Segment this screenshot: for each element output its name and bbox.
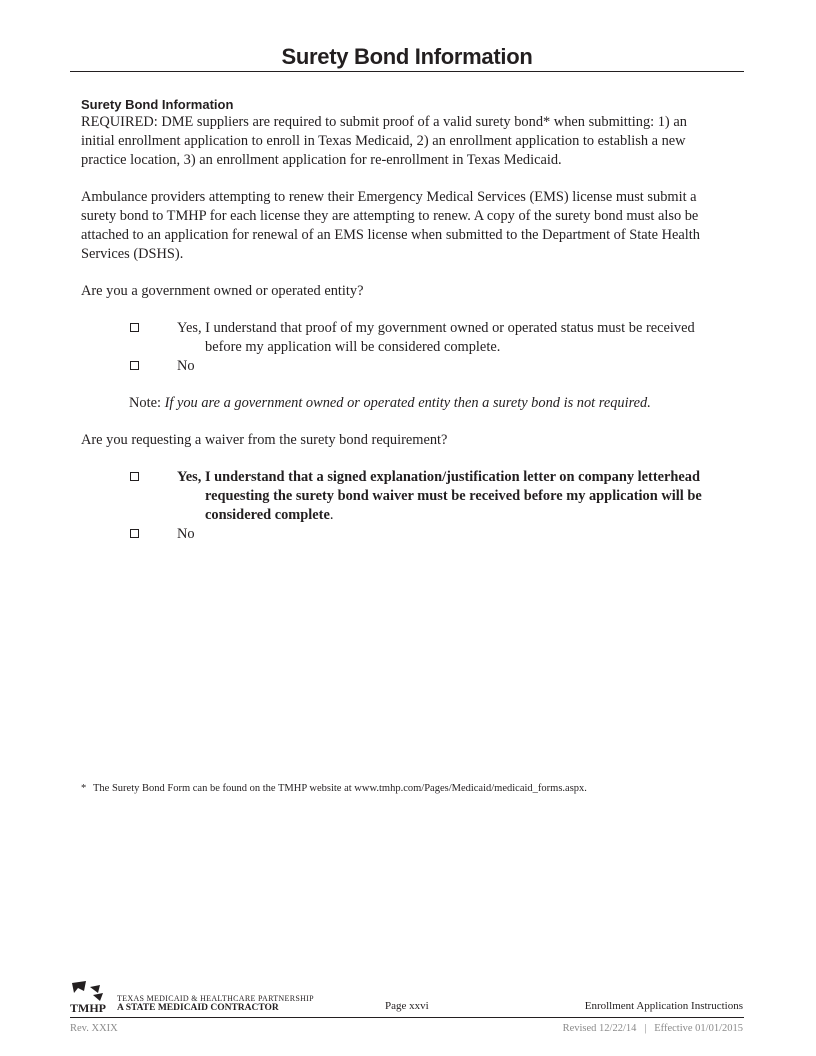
gov-yes-checkbox[interactable] — [130, 323, 139, 332]
footer-page-number: Page xxvi — [385, 1000, 429, 1012]
footer-org: TEXAS MEDICAID & HEALTHCARE PARTNERSHIP — [117, 994, 314, 1003]
question-government-entity: Are you a government owned or operated entity? — [81, 283, 364, 299]
footnote — [81, 783, 587, 794]
gov-yes-label: Yes, I understand that proof of my government owned or operated status must be received before my application will be considered complete. — [177, 320, 695, 355]
footer-revision: Rev. XXIX — [70, 1023, 118, 1034]
note-label: Note: — [129, 395, 165, 411]
intro-paragraph: REQUIRED: DME suppliers are required to submit proof of a valid surety bond* when submitting: 1) an initial enrollment application to enroll in Texas Medicaid, 2) an enrollment application to establish a new practice location, 3) an enrollment application for re-enrollment in Texas Medicaid. — [81, 114, 687, 168]
footer-tmhp: TMHP — [70, 1001, 106, 1015]
gov-no-option[interactable] — [81, 357, 721, 376]
page-title: Surety Bond Information — [281, 44, 533, 69]
footer-contractor: A STATE MEDICAID CONTRACTOR — [117, 1003, 279, 1013]
section-heading: Surety Bond Information — [81, 97, 234, 112]
waiver-yes-checkbox[interactable] — [130, 472, 139, 481]
waiver-no-option[interactable] — [81, 525, 721, 544]
footer-revised: Revised 12/22/14 — [562, 1023, 637, 1034]
waiver-no-checkbox[interactable] — [130, 529, 139, 538]
footer-dates — [563, 1023, 743, 1034]
footnote-text: The Surety Bond Form can be found on the TMHP website at www.tmhp.com/Pages/Medicaid/medicaid_forms.aspx. — [93, 783, 587, 794]
footer-document-title: Enrollment Application Instructions — [584, 1000, 743, 1012]
footnote-mark: * — [81, 783, 87, 794]
gov-yes-option[interactable] — [81, 319, 721, 357]
note-text: If you are a government owned or operated entity then a surety bond is not required. — [164, 395, 651, 411]
waiver-yes-period: . — [329, 507, 334, 523]
title-divider — [70, 71, 744, 72]
waiver-yes-label: Yes, I understand that a signed explanation/justification letter on company letterhead requesting the surety bond waiver must be received before my application will be considered complete — [177, 469, 702, 523]
gov-no-checkbox[interactable] — [130, 361, 139, 370]
waiver-no-label: No — [177, 526, 195, 542]
footer-separator: | — [644, 1023, 647, 1034]
gov-no-label: No — [177, 358, 195, 374]
main-content — [81, 96, 721, 544]
footer-effective: Effective 01/01/2015 — [654, 1023, 743, 1034]
waiver-yes-option[interactable] — [81, 468, 721, 525]
ambulance-paragraph: Ambulance providers attempting to renew their Emergency Medical Services (EMS) license must submit a surety bond to TMHP for each license they are attempting to renew. A copy of the surety bond must also be attached to an application for renewal of an EMS license when submitted to the Department of State Health Services (DSHS). — [81, 189, 700, 262]
question-waiver: Are you requesting a waiver from the surety bond requirement? — [81, 432, 448, 448]
footer-divider — [70, 1017, 744, 1018]
government-note — [81, 394, 721, 413]
